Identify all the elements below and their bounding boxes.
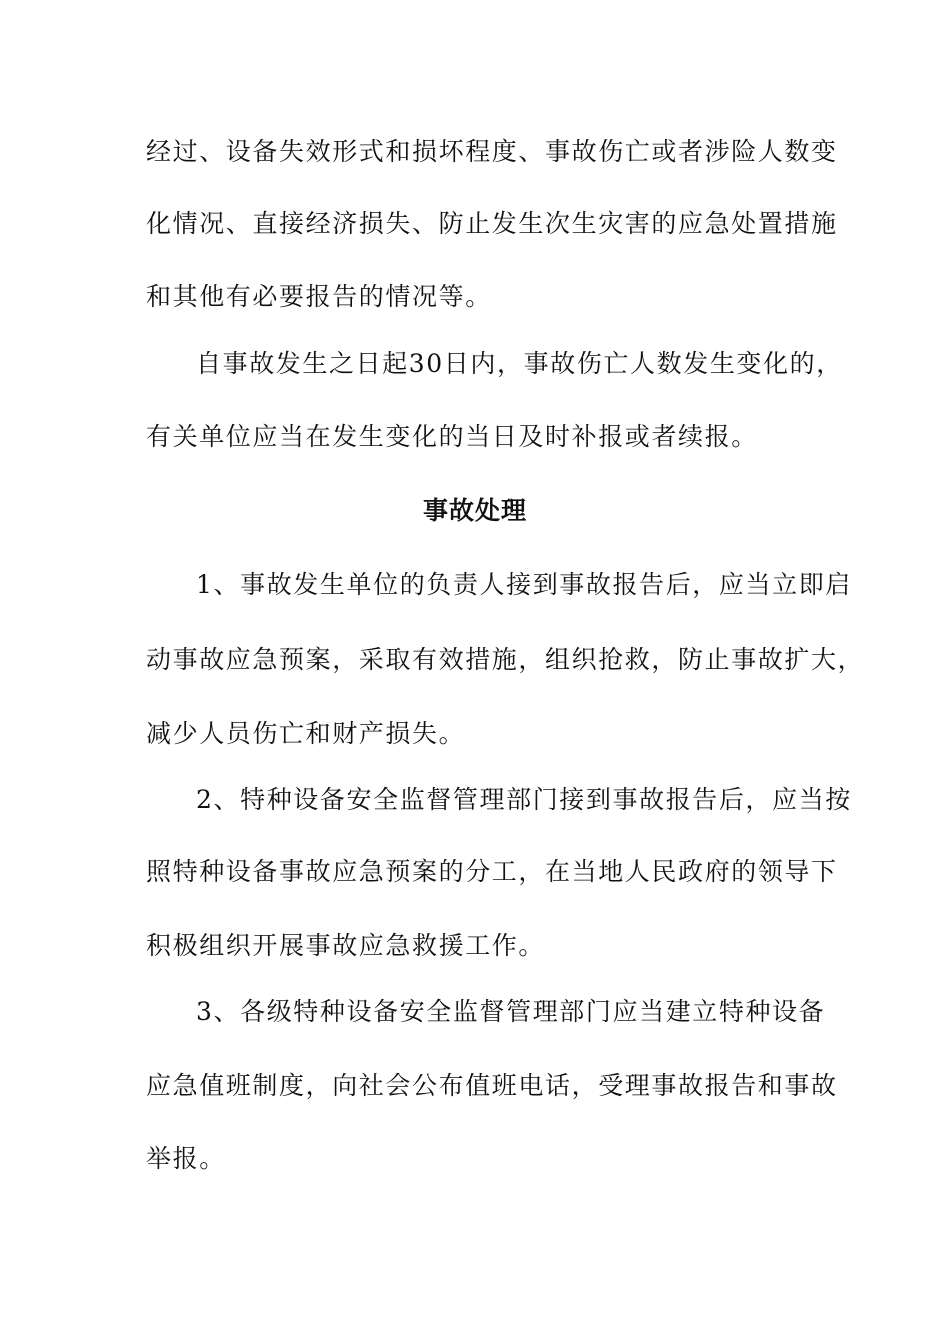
paragraph-line: 1、事故发生单位的负责人接到事故报告后，应当立即启 <box>196 570 852 599</box>
paragraph-line: 化情况、直接经济损失、防止发生次生灾害的应急处置措施 <box>146 209 838 238</box>
paragraph-line: 3、各级特种设备安全监督管理部门应当建立特种设备 <box>196 997 826 1026</box>
paragraph-line: 有关单位应当在发生变化的当日及时补报或者续报。 <box>146 422 758 451</box>
paragraph-line: 照特种设备事故应急预案的分工，在当地人民政府的领导下 <box>146 857 838 886</box>
section-heading: 事故处理 <box>422 496 527 525</box>
paragraph-line: 2、特种设备安全监督管理部门接到事故报告后，应当按 <box>196 785 852 814</box>
paragraph-line: 举报。 <box>146 1144 226 1173</box>
paragraph-line: 积极组织开展事故应急救援工作。 <box>146 931 546 960</box>
paragraph-line: 经过、设备失效形式和损坏程度、事故伤亡或者涉险人数变 <box>146 137 838 166</box>
paragraph-line: 和其他有必要报告的情况等。 <box>146 282 492 311</box>
paragraph-line: 自事故发生之日起30日内，事故伤亡人数发生变化的， <box>196 349 843 378</box>
paragraph-line: 动事故应急预案，采取有效措施，组织抢救，防止事故扩大， <box>146 645 865 674</box>
paragraph-line: 减少人员伤亡和财产损失。 <box>146 719 466 748</box>
paragraph-line: 应急值班制度，向社会公布值班电话，受理事故报告和事故 <box>146 1071 838 1100</box>
